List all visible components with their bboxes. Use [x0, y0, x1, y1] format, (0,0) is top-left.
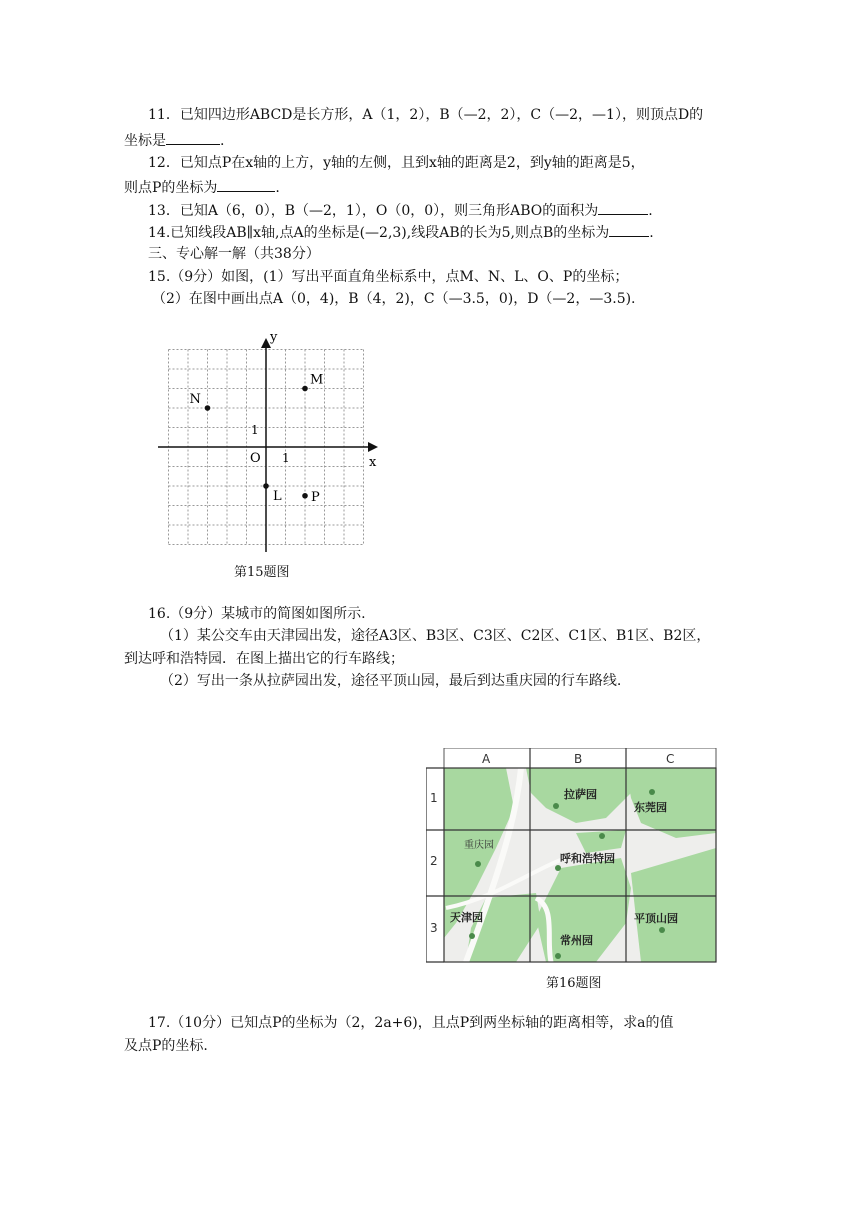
q16-line4: （2）写出一条从拉萨园出发，途径平顶山园，最后到达重庆园的行车路线. [160, 673, 622, 689]
figure-16-city-map [426, 748, 722, 966]
figure-15-coordinate-plane [150, 326, 390, 558]
point-m [302, 386, 308, 392]
q14-line [148, 222, 654, 242]
q12-line1: 12．已知点P在x轴的上方，y轴的左侧，且到x轴的距离是2，到y轴的距离是5， [148, 155, 645, 171]
park-pingdingshan: 平顶山园 [634, 912, 678, 925]
q15-line1: 15.（9分）如图，(1）写出平面直角坐标系中，点M、N、L、O、P的坐标； [148, 269, 629, 285]
answer-blank-13[interactable] [598, 200, 648, 215]
park-huhehaote: 呼和浩特园 [560, 852, 615, 865]
point-label-p: P [311, 489, 320, 505]
q16-line1: 16.（9分）某城市的简图如图所示. [148, 606, 366, 622]
figure-15-caption: 第15题图 [234, 565, 290, 580]
answer-blank-11[interactable] [166, 130, 220, 145]
y-axis-label: y [270, 330, 278, 345]
answer-blank-12[interactable] [217, 177, 275, 192]
column-header-b: B [574, 752, 583, 766]
origin-label: O [250, 451, 261, 466]
point-n [205, 405, 211, 411]
q12-end: . [275, 180, 280, 196]
x-tick-label: 1 [282, 451, 290, 465]
point-label-m: M [310, 372, 324, 388]
q16-line3: 到达呼和浩特园．在图上描出它的行车路线； [124, 651, 404, 667]
park-changzhou: 常州园 [560, 934, 593, 947]
q14-text: 14.已知线段AB∥x轴,点A的坐标是(—2,3),线段AB的长为5,则点B的坐标为 [148, 225, 610, 241]
section-heading: 三、专心解一解（共38分） [148, 246, 320, 262]
point-p [302, 493, 308, 499]
column-header-c: C [666, 752, 675, 766]
q12-line2 [124, 177, 280, 197]
point-label-n: N [189, 392, 201, 407]
row-header-1: 1 [430, 791, 438, 805]
q13-end: . [648, 203, 653, 219]
q11-line1: 11．已知四边形ABCD是长方形，A（1，2），B（—2，2），C（—2，—1），则顶点D的 [148, 107, 704, 123]
row-header-3: 3 [430, 921, 438, 935]
x-axis-arrow-icon [368, 442, 378, 452]
q11-prefix: 坐标是 [124, 133, 166, 149]
row-header-2: 2 [430, 854, 438, 868]
q13-line [148, 200, 653, 220]
point-l [263, 483, 269, 489]
answer-blank-14[interactable] [609, 222, 649, 237]
figure-16-caption: 第16题图 [546, 976, 602, 991]
q16-line2: （1）某公交车由天津园出发，途径A3区、B3区、C3区、C2区、C1区、B1区、B2区， [160, 628, 711, 644]
x-axis-label: x [369, 455, 377, 470]
q14-end: . [649, 225, 654, 241]
park-tianjin: 天津园 [450, 911, 483, 924]
q17-line2: 及点P的坐标. [124, 1038, 208, 1054]
plotted-points [190, 373, 324, 505]
q11-line2 [124, 130, 224, 150]
point-label-l: L [273, 489, 282, 504]
q15-line2: （2）在图中画出点A（0，4)，B（4，2)，C（—3.5，0)，D（—2，—3.5). [152, 291, 636, 307]
park-dongguan: 东莞园 [634, 801, 667, 814]
y-tick-label: 1 [251, 423, 259, 437]
q12-prefix: 则点P的坐标为 [124, 180, 218, 196]
q11-end: . [220, 133, 225, 149]
park-lasa: 拉萨园 [564, 788, 597, 801]
park-chongqing: 重庆园 [464, 840, 494, 851]
column-header-a: A [482, 752, 491, 766]
q13-text: 13．已知A（6，0），B（—2，1），O（0，0），则三角形ABO的面积为 [148, 203, 599, 219]
q17-line1: 17.（10分）已知点P的坐标为（2，2a+6)，且点P到两坐标轴的距离相等，求a的值 [148, 1015, 674, 1031]
